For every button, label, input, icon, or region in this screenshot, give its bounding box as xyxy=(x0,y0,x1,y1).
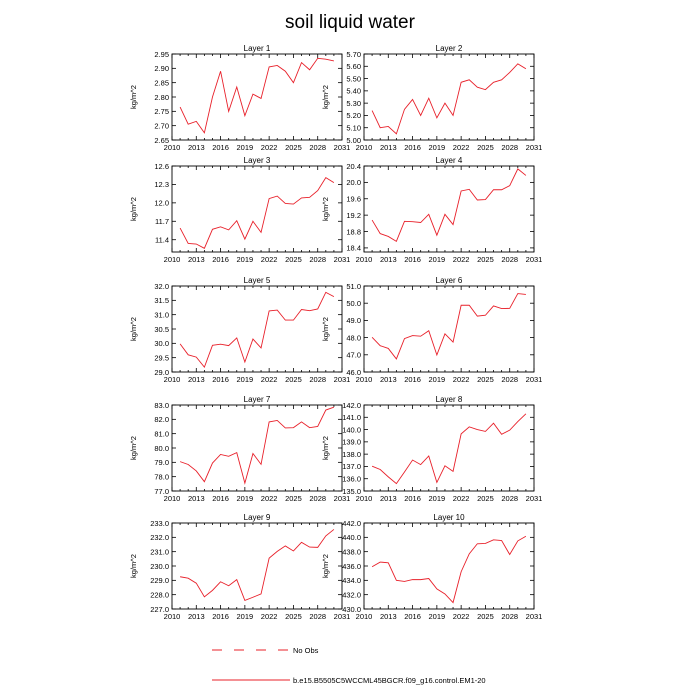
x-tick-label: 2028 xyxy=(309,255,327,264)
x-tick-label: 2019 xyxy=(236,255,254,264)
x-tick-label: 2013 xyxy=(187,612,205,621)
x-tick-label: 2013 xyxy=(379,143,397,152)
y-tick-label: 18.8 xyxy=(346,227,361,237)
series-line xyxy=(372,414,526,484)
x-tick-label: 2028 xyxy=(501,375,519,384)
y-tick-label: 430.0 xyxy=(342,604,361,614)
plot-frame xyxy=(364,166,534,252)
y-tick-label: 81.0 xyxy=(154,429,169,439)
series-line xyxy=(180,407,334,483)
series-line xyxy=(372,64,526,134)
x-tick-label: 2013 xyxy=(187,255,205,264)
x-tick-label: 2016 xyxy=(212,255,229,264)
panel-layer-9 xyxy=(129,513,350,621)
y-tick-label: 141.0 xyxy=(342,413,361,423)
x-tick-label: 2019 xyxy=(236,375,254,384)
x-tick-label: 2028 xyxy=(501,255,519,264)
y-tick-label: 2.70 xyxy=(154,121,169,131)
x-tick-label: 2025 xyxy=(477,255,494,264)
y-tick-label: 2.65 xyxy=(154,135,169,145)
y-tick-label: 442.0 xyxy=(342,518,361,528)
series-line xyxy=(372,536,526,602)
y-tick-label: 140.0 xyxy=(342,425,361,435)
y-axis-label: kg/m^2 xyxy=(129,197,138,221)
y-tick-label: 432.0 xyxy=(342,590,361,600)
x-tick-label: 2019 xyxy=(428,375,446,384)
y-tick-label: 20.0 xyxy=(346,178,361,188)
y-tick-label: 12.3 xyxy=(154,180,169,190)
y-tick-label: 11.4 xyxy=(154,235,169,245)
x-tick-label: 2022 xyxy=(260,143,278,152)
legend-obs-label: No Obs xyxy=(293,646,319,655)
x-tick-label: 2028 xyxy=(309,494,327,503)
y-tick-label: 434.0 xyxy=(342,576,361,586)
x-tick-label: 2016 xyxy=(404,494,421,503)
panel-title: Layer 9 xyxy=(243,513,271,522)
plot-frame xyxy=(172,523,342,609)
y-axis-label: kg/m^2 xyxy=(129,317,138,341)
x-tick-label: 2031 xyxy=(333,612,351,621)
x-tick-label: 2022 xyxy=(260,255,278,264)
x-tick-label: 2025 xyxy=(477,612,494,621)
panel-layer-2 xyxy=(321,44,542,152)
x-tick-label: 2010 xyxy=(355,143,373,152)
y-tick-label: 50.0 xyxy=(346,299,361,308)
x-tick-label: 2025 xyxy=(285,255,302,264)
y-tick-label: 228.0 xyxy=(150,590,169,600)
x-tick-label: 2013 xyxy=(187,143,205,152)
y-tick-label: 19.2 xyxy=(346,210,361,220)
x-tick-label: 2013 xyxy=(379,375,397,384)
x-tick-label: 2028 xyxy=(309,612,327,621)
plot-frame xyxy=(172,166,342,252)
x-tick-label: 2010 xyxy=(163,612,181,621)
x-tick-label: 2022 xyxy=(260,375,278,384)
panel-layer-10 xyxy=(321,513,542,621)
x-tick-label: 2031 xyxy=(333,255,351,264)
x-tick-label: 2016 xyxy=(404,255,421,264)
x-tick-label: 2031 xyxy=(525,612,543,621)
y-tick-label: 229.0 xyxy=(150,576,169,586)
y-tick-label: 2.75 xyxy=(154,107,169,117)
panel-layer-8 xyxy=(321,395,542,503)
x-tick-label: 2028 xyxy=(309,375,327,384)
x-tick-label: 2010 xyxy=(355,494,373,503)
panel-title: Layer 4 xyxy=(435,156,463,165)
y-tick-label: 438.0 xyxy=(342,547,361,557)
y-tick-label: 233.0 xyxy=(150,518,169,528)
x-tick-label: 2031 xyxy=(525,494,543,503)
y-tick-label: 137.0 xyxy=(342,462,361,472)
legend-series-label: b.e15.B5505C5WCCML45BGCR.f09_g16.control.EM1-20 xyxy=(293,676,486,685)
x-tick-label: 2010 xyxy=(355,612,373,621)
x-tick-label: 2031 xyxy=(333,494,351,503)
x-tick-label: 2019 xyxy=(428,255,446,264)
y-axis-label: kg/m^2 xyxy=(129,554,138,578)
x-tick-label: 2013 xyxy=(187,375,205,384)
x-tick-label: 2028 xyxy=(501,494,519,503)
x-tick-label: 2028 xyxy=(309,143,327,152)
y-tick-label: 436.0 xyxy=(342,561,361,571)
y-tick-label: 48.0 xyxy=(346,333,361,343)
x-tick-label: 2025 xyxy=(285,143,302,152)
x-tick-label: 2028 xyxy=(501,143,519,152)
x-tick-label: 2016 xyxy=(404,375,421,384)
legend xyxy=(212,646,486,685)
x-tick-label: 2010 xyxy=(163,143,181,152)
x-tick-label: 2019 xyxy=(428,143,446,152)
series-line xyxy=(180,178,334,249)
series-line xyxy=(180,529,334,600)
y-axis-label: kg/m^2 xyxy=(321,85,330,109)
y-tick-label: 18.4 xyxy=(346,243,361,253)
y-axis-label: kg/m^2 xyxy=(321,554,330,578)
x-tick-label: 2016 xyxy=(212,494,229,503)
y-axis-label: kg/m^2 xyxy=(129,436,138,460)
x-tick-label: 2013 xyxy=(187,494,205,503)
x-tick-label: 2010 xyxy=(355,255,373,264)
x-tick-label: 2016 xyxy=(404,612,421,621)
y-tick-label: 32.0 xyxy=(154,281,169,291)
y-tick-label: 12.6 xyxy=(154,161,169,171)
x-tick-label: 2025 xyxy=(477,494,494,503)
y-tick-label: 2.85 xyxy=(154,78,169,88)
x-tick-label: 2019 xyxy=(428,494,446,503)
y-axis-label: kg/m^2 xyxy=(321,436,330,460)
x-tick-label: 2016 xyxy=(404,143,421,152)
y-tick-label: 5.70 xyxy=(346,49,361,59)
y-tick-label: 78.0 xyxy=(154,472,169,482)
x-tick-label: 2022 xyxy=(260,612,278,621)
x-tick-label: 2013 xyxy=(379,494,397,503)
y-tick-label: 83.0 xyxy=(154,400,169,410)
series-line xyxy=(372,169,526,241)
x-tick-label: 2031 xyxy=(525,375,543,384)
y-tick-label: 82.0 xyxy=(154,415,169,425)
y-tick-label: 139.0 xyxy=(342,437,361,447)
plot-frame xyxy=(172,54,342,140)
panel-layer-7 xyxy=(129,395,350,503)
panel-layer-4 xyxy=(321,156,542,264)
y-tick-label: 29.5 xyxy=(154,353,169,363)
panel-title: Layer 2 xyxy=(435,44,463,53)
x-tick-label: 2025 xyxy=(285,612,302,621)
y-axis-label: kg/m^2 xyxy=(129,85,138,109)
series-line xyxy=(372,294,526,359)
panel-title: Layer 6 xyxy=(435,276,463,285)
y-tick-label: 440.0 xyxy=(342,533,361,543)
panel-title: Layer 5 xyxy=(243,276,271,285)
y-tick-label: 51.0 xyxy=(346,281,361,291)
y-tick-label: 231.0 xyxy=(150,547,169,557)
panel-layer-1 xyxy=(129,44,350,152)
series-line xyxy=(180,58,334,133)
panel-title: Layer 7 xyxy=(243,395,271,404)
x-tick-label: 2010 xyxy=(355,375,373,384)
x-tick-label: 2022 xyxy=(452,255,470,264)
panel-layer-5 xyxy=(129,276,350,384)
x-tick-label: 2025 xyxy=(285,375,302,384)
y-tick-label: 5.40 xyxy=(346,86,361,96)
y-tick-label: 31.5 xyxy=(154,296,169,306)
x-tick-label: 2025 xyxy=(477,375,494,384)
panel-title: Layer 10 xyxy=(433,513,465,522)
y-tick-label: 30.5 xyxy=(154,324,169,334)
series-line xyxy=(180,292,334,367)
panel-title: Layer 1 xyxy=(243,44,271,53)
y-tick-label: 142.0 xyxy=(342,400,361,410)
x-tick-label: 2019 xyxy=(428,612,446,621)
x-tick-label: 2025 xyxy=(285,494,302,503)
y-tick-label: 2.80 xyxy=(154,92,169,102)
y-tick-label: 49.0 xyxy=(346,316,361,326)
x-tick-label: 2016 xyxy=(212,612,229,621)
y-tick-label: 5.50 xyxy=(346,74,361,84)
x-tick-label: 2031 xyxy=(333,143,351,152)
x-tick-label: 2022 xyxy=(260,494,278,503)
y-tick-label: 227.0 xyxy=(150,604,169,614)
x-tick-label: 2028 xyxy=(501,612,519,621)
y-tick-label: 46.0 xyxy=(346,367,361,377)
x-tick-label: 2031 xyxy=(525,255,543,264)
panels-grid xyxy=(129,44,542,621)
x-tick-label: 2016 xyxy=(212,143,229,152)
x-tick-label: 2031 xyxy=(333,375,351,384)
x-tick-label: 2013 xyxy=(379,612,397,621)
y-tick-label: 20.4 xyxy=(346,161,361,171)
x-tick-label: 2025 xyxy=(477,143,494,152)
y-tick-label: 31.0 xyxy=(154,310,169,320)
x-tick-label: 2010 xyxy=(163,375,181,384)
y-tick-label: 19.6 xyxy=(346,194,361,204)
x-tick-label: 2031 xyxy=(525,143,543,152)
y-tick-label: 136.0 xyxy=(342,474,361,484)
x-tick-label: 2019 xyxy=(236,494,254,503)
panel-title: Layer 3 xyxy=(243,156,271,165)
y-tick-label: 30.0 xyxy=(154,339,169,349)
y-tick-label: 5.30 xyxy=(346,98,361,108)
plot-frame xyxy=(172,405,342,491)
x-tick-label: 2019 xyxy=(236,612,254,621)
y-tick-label: 11.7 xyxy=(154,217,169,227)
y-tick-label: 5.60 xyxy=(346,62,361,72)
panel-title: Layer 8 xyxy=(435,395,463,404)
panel-layer-3 xyxy=(129,156,350,264)
y-axis-label: kg/m^2 xyxy=(321,317,330,341)
y-tick-label: 79.0 xyxy=(154,458,169,468)
panel-layer-6 xyxy=(321,276,542,384)
x-tick-label: 2022 xyxy=(452,494,470,503)
y-tick-label: 230.0 xyxy=(150,561,169,571)
y-tick-label: 12.0 xyxy=(154,198,169,208)
y-tick-label: 47.0 xyxy=(346,350,361,360)
plot-frame xyxy=(364,286,534,372)
y-tick-label: 2.95 xyxy=(154,49,169,59)
y-tick-label: 5.00 xyxy=(346,135,361,145)
y-tick-label: 135.0 xyxy=(342,486,361,496)
x-tick-label: 2013 xyxy=(379,255,397,264)
x-tick-label: 2010 xyxy=(163,255,181,264)
y-tick-label: 29.0 xyxy=(154,367,169,377)
y-axis-label: kg/m^2 xyxy=(321,197,330,221)
y-tick-label: 138.0 xyxy=(342,449,361,459)
y-tick-label: 80.0 xyxy=(154,443,169,453)
y-tick-label: 5.20 xyxy=(346,111,361,121)
y-tick-label: 232.0 xyxy=(150,533,169,543)
x-tick-label: 2010 xyxy=(163,494,181,503)
x-tick-label: 2016 xyxy=(212,375,229,384)
x-tick-label: 2019 xyxy=(236,143,254,152)
x-tick-label: 2022 xyxy=(452,375,470,384)
y-tick-label: 5.10 xyxy=(346,123,361,133)
y-tick-label: 77.0 xyxy=(154,486,169,496)
x-tick-label: 2022 xyxy=(452,143,470,152)
y-tick-label: 2.90 xyxy=(154,64,169,74)
x-tick-label: 2022 xyxy=(452,612,470,621)
chart-title: soil liquid water xyxy=(285,12,415,33)
